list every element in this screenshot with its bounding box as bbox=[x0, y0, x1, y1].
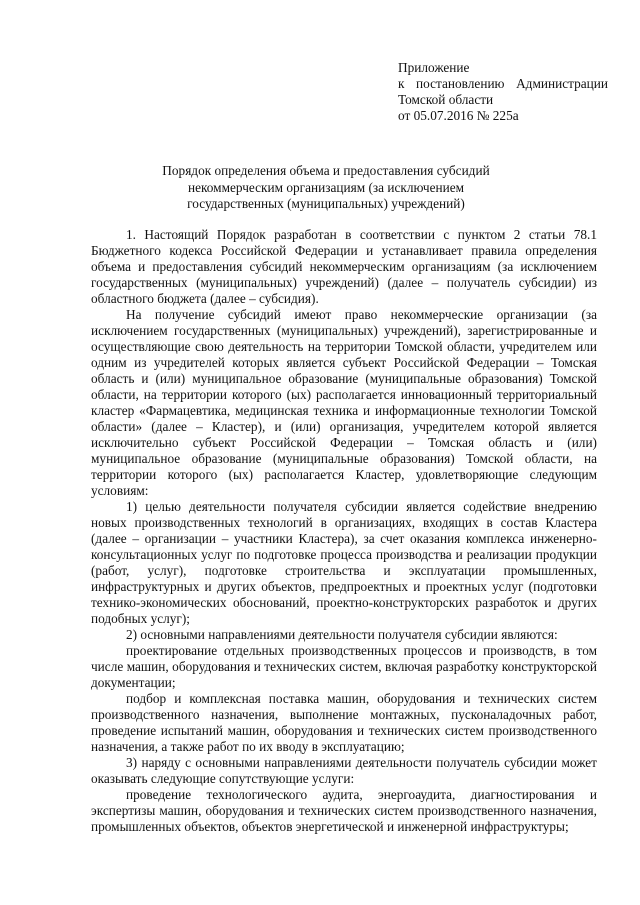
title-line: государственных (муниципальных) учреждений) bbox=[187, 196, 465, 211]
paragraph: 1) целью деятельности получателя субсидии является содействие внедрению новых производственных технологий в организациях, входящих в состав Кластера (далее – организации – участники Кластера), за счет оказания комплекса инженерно-консультационных услуг по подготовке процесса производства и реализации продукции (работ, услуг), подготовке строительства и эксплуатации промышленных, инфраструктурных и других объектов, предпроектных и проектных услуг (подготовки технико-экономических обоснований, проектно-конструкторских разработок и других подобных услуг); bbox=[91, 499, 597, 626]
paragraph: 2) основными направлениями деятельности получателя субсидии являются: bbox=[126, 627, 558, 642]
appendix-date-number: от 05.07.2016 № 225а bbox=[398, 108, 519, 123]
title-line: некоммерческим организациям (за исключением bbox=[187, 179, 465, 195]
document-body bbox=[91, 227, 597, 835]
paragraph: 3) наряду с основными направлениями деятельности получатель субсидии может оказывать следующие сопутствующие услуги: bbox=[91, 755, 597, 786]
appendix-decree-ref: к постановлению Администрации bbox=[398, 76, 608, 91]
appendix-issuer: Томской области bbox=[398, 92, 494, 107]
paragraph: На получение субсидий имеют право некоммерческие организации (за исключением государственных (муниципальных) учреждений), зарегистрированные и осуществляющие свою деятельность на территории Томской области, учредителем или одним из учредителей которых является субъект Российской Федерации – Томская область и (или) муниципальное образование (муниципальные образования) Томской области, на территории которого (ых) располагается инновационный территориальный кластер «Фармацевтика, медицинская техника и информационные технологии Томской области» (далее – Кластер), и (или) организация, учредителем которой является исключительно субъект Российской Федерации – Томская область и (или) муниципальное образование (муниципальные образования) Томской области, на территории которого (ых) располагается Кластер, удовлетворяющие следующим условиям: bbox=[91, 307, 597, 498]
appendix-label: Приложение bbox=[398, 60, 470, 75]
appendix-header bbox=[398, 60, 608, 124]
document-title bbox=[80, 163, 572, 213]
paragraph: проектирование отдельных производственных процессов и производств, в том числе машин, оборудования и технических систем, включая разработку конструкторской документации; bbox=[91, 643, 597, 690]
title-line: Порядок определения объема и предоставления субсидий bbox=[162, 163, 490, 178]
paragraph: подбор и комплексная поставка машин, оборудования и технических систем производственного назначения, выполнение монтажных, пусконаладочных работ, проведение испытаний машин, оборудования и технических систем производственного назначения, а также работ по их вводу в эксплуатацию; bbox=[91, 691, 597, 754]
paragraph: проведение технологического аудита, энергоаудита, диагностирования и экспертизы машин, оборудования и технических систем производственного назначения, промышленных объектов, объектов энергетической и инженерной инфраструктуры; bbox=[91, 787, 597, 834]
paragraph: 1. Настоящий Порядок разработан в соответствии с пунктом 2 статьи 78.1 Бюджетного кодекса Российской Федерации и устанавливает правила определения объема и предоставления субсидий некоммерческим организациям (за исключением государственных (муниципальных) учреждений) (далее – получатель субсидии) из областного бюджета (далее – субсидия). bbox=[91, 227, 597, 306]
